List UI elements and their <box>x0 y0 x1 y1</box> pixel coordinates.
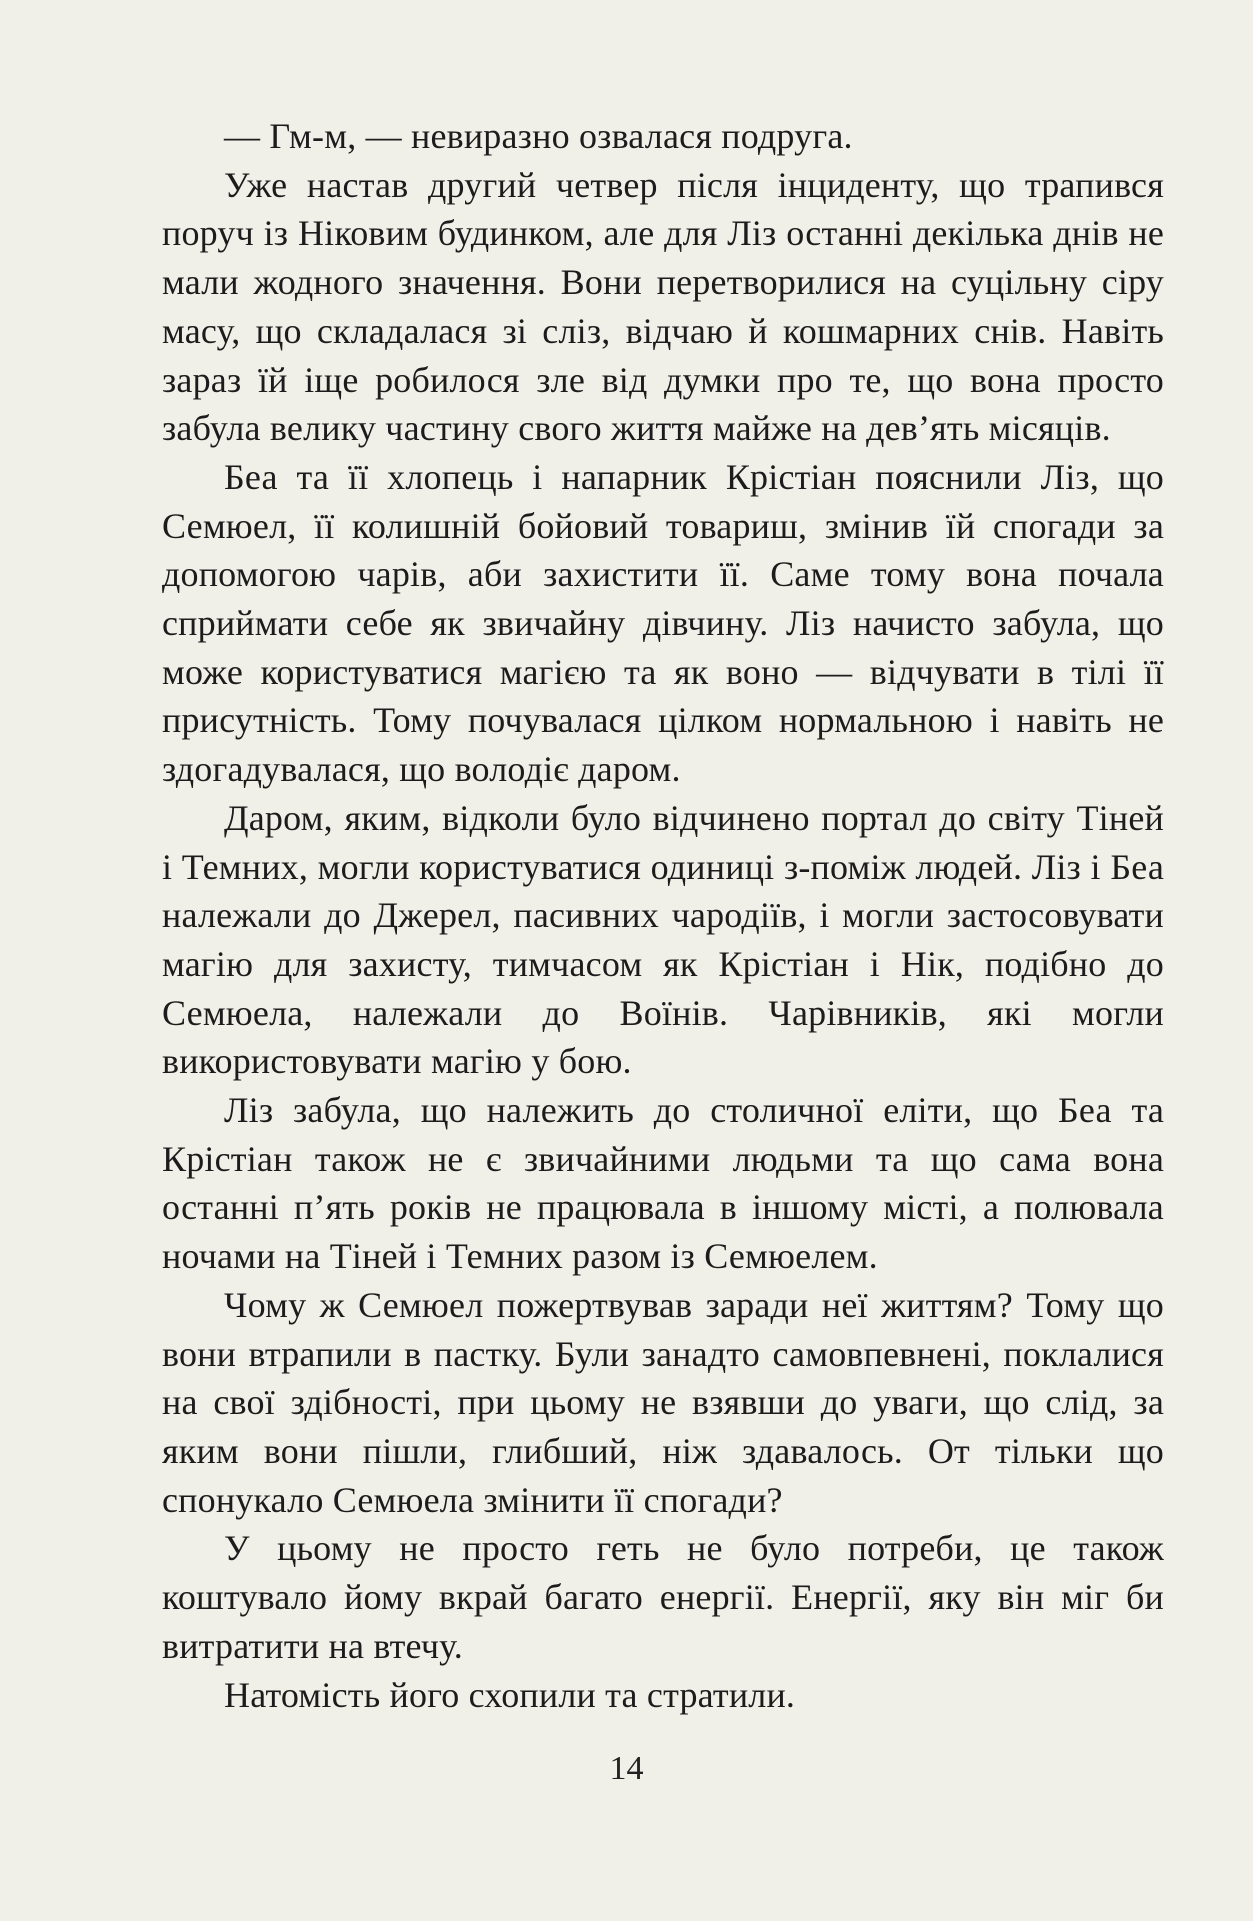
paragraph: — Гм-м, — невиразно озвалася подруга. <box>224 116 853 156</box>
paragraph: Даром, яким, відколи було відчинено портал до світу Тіней і Темних, могли користуватися одиниці з-поміж людей. Ліз і Беа належали до Джерел, пасивних чародіїв, і могли застосовувати магію для захисту, тимчасом як Крістіан і Нік, подібно до Семюела, належали до Воїнів. Чарівників, які могли використовувати магію у бою. <box>162 797 1164 1082</box>
paragraph: Беа та її хлопець і напарник Крістіан пояснили Ліз, що Семюел, її колишній бойовий товариш, змінив їй спогади за допомогою чарів, аби захистити її. Саме тому вона почала сприймати себе як звичайну дівчину. Ліз начисто забула, що може користуватися магією та як воно — відчувати в тілі її присутність. Тому почувалася цілком нормальною і навіть не здогадувалася, що володіє даром. <box>162 456 1164 790</box>
paragraph: Чому ж Семюел пожертвував заради неї життям? Тому що вони втрапили в пастку. Були занадто самовпевнені, поклалися на свої здібності, при цьому не взявши до уваги, що слід, за яким вони пішли, глибший, ніж здавалось. От тільки що спонукало Семюела змінити її спогади? <box>162 1284 1164 1520</box>
page-number: 14 <box>609 1750 644 1787</box>
paragraph: У цьому не просто геть не було потреби, це також коштувало йому вкрай багато енергії. Енергії, яку він міг би витратити на втечу. <box>162 1528 1164 1666</box>
body-text <box>162 112 1164 1719</box>
paragraph: Ліз забула, що належить до столичної еліти, що Беа та Крістіан також не є звичайними людьми та що сама вона останні п’ять років не працювала в іншому місті, а полювала ночами на Тіней і Темних разом із Семюелем. <box>162 1090 1164 1277</box>
paragraph: Уже настав другий четвер після інциденту, що трапився поруч із Ніковим будинком, але для Ліз останні декілька днів не мали жодного значення. Вони перетворилися на суцільну сіру масу, що складалася зі сліз, відчаю й кошмарних снів. Навіть зараз їй іще робилося зле від думки про те, що вона просто забула велику частину свого життя майже на дев’ять місяців. <box>162 164 1164 449</box>
paragraph: Натомість його схопили та стратили. <box>224 1674 796 1715</box>
